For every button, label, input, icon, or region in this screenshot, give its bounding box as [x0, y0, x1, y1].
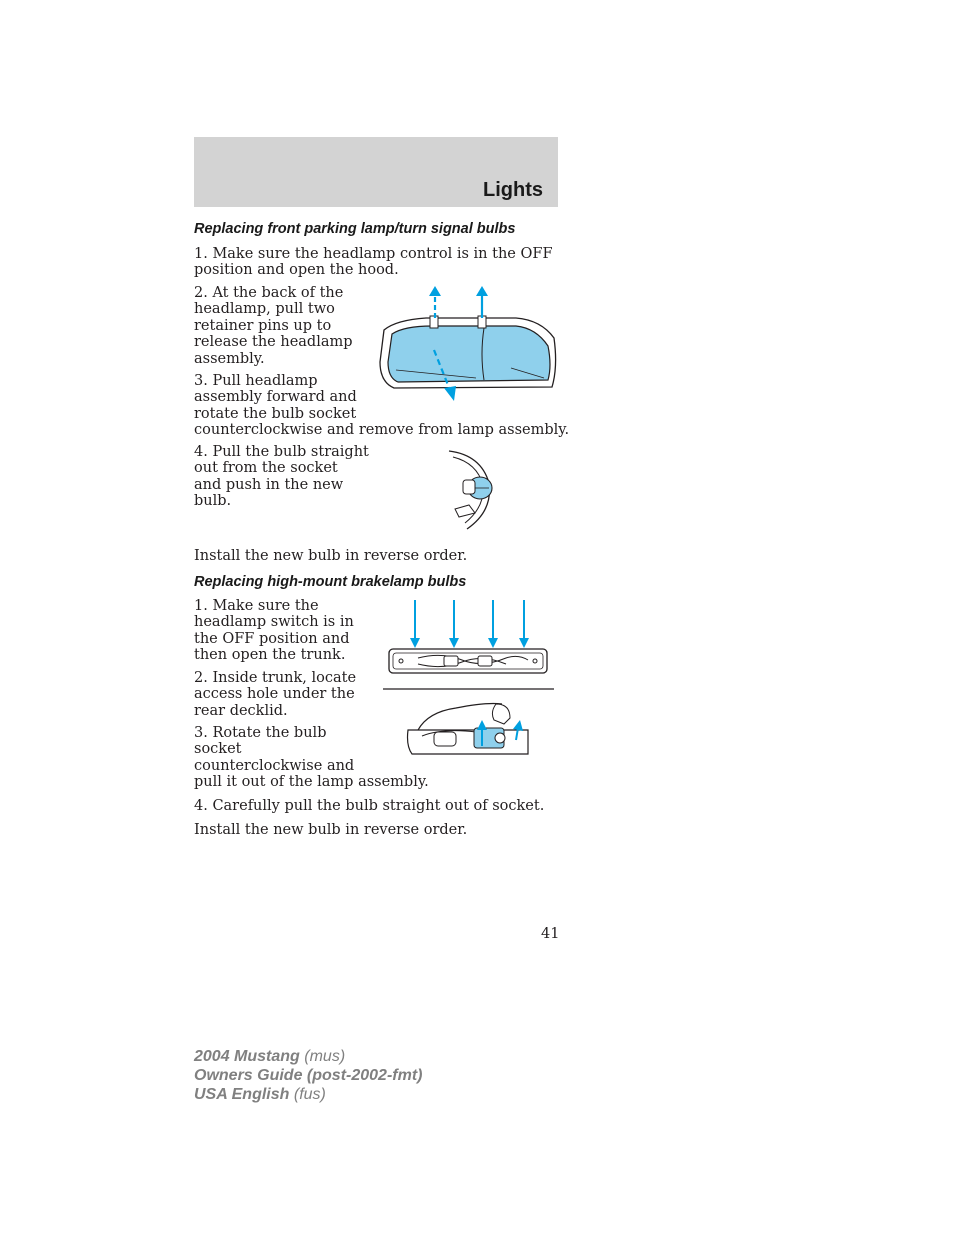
parking-step-2: 2. At the back of the headlamp, pull two retainer pins up to release the headlamp assembly.	[194, 285, 353, 367]
page-title: Lights	[483, 179, 543, 201]
footer-language: USA English	[194, 1086, 290, 1103]
footer-language-code: (fus)	[289, 1086, 326, 1103]
brakelamp-step-2: 2. Inside trunk, locate access hole under the rear decklid.	[194, 670, 357, 719]
bulb-socket-illustration	[445, 447, 503, 533]
section-heading-parking-lamp: Replacing front parking lamp/turn signal bulbs	[194, 221, 516, 237]
parking-step-4: 4. Pull the bulb straight out from the socket and push in the new bulb.	[194, 444, 369, 510]
brakelamp-step-1: 1. Make sure the headlamp switch is in the OFF position and then open the trunk.	[194, 598, 354, 664]
brakelamp-illustration	[382, 596, 558, 760]
page-number: 41	[541, 926, 560, 942]
brakelamp-step-3: 3. Rotate the bulb socket counterclockwise and pull it out of the lamp assembly.	[194, 725, 429, 791]
footer-guide: Owners Guide (post-2002-fmt)	[194, 1067, 423, 1084]
section-heading-brakelamp: Replacing high-mount brakelamp bulbs	[194, 574, 467, 590]
footer-line-guide	[194, 1066, 422, 1085]
footer-line-language	[194, 1085, 422, 1104]
footer-model: 2004 Mustang	[194, 1048, 300, 1065]
parking-step-1: 1. Make sure the headlamp control is in the OFF position and open the hood.	[194, 246, 553, 279]
parking-step-3: 3. Pull headlamp assembly forward and rotate the bulb socket counterclockwise and remove from lamp assembly.	[194, 373, 570, 439]
brakelamp-step-4: 4. Carefully pull the bulb straight out of socket.	[194, 798, 545, 814]
footer-document-info	[194, 1047, 422, 1104]
brakelamp-install-note: Install the new bulb in reverse order.	[194, 822, 468, 838]
footer-model-code: (mus)	[299, 1048, 346, 1065]
section-header-band	[194, 137, 558, 207]
footer-line-model	[194, 1047, 422, 1066]
headlamp-illustration	[376, 282, 560, 406]
parking-install-note: Install the new bulb in reverse order.	[194, 548, 468, 564]
